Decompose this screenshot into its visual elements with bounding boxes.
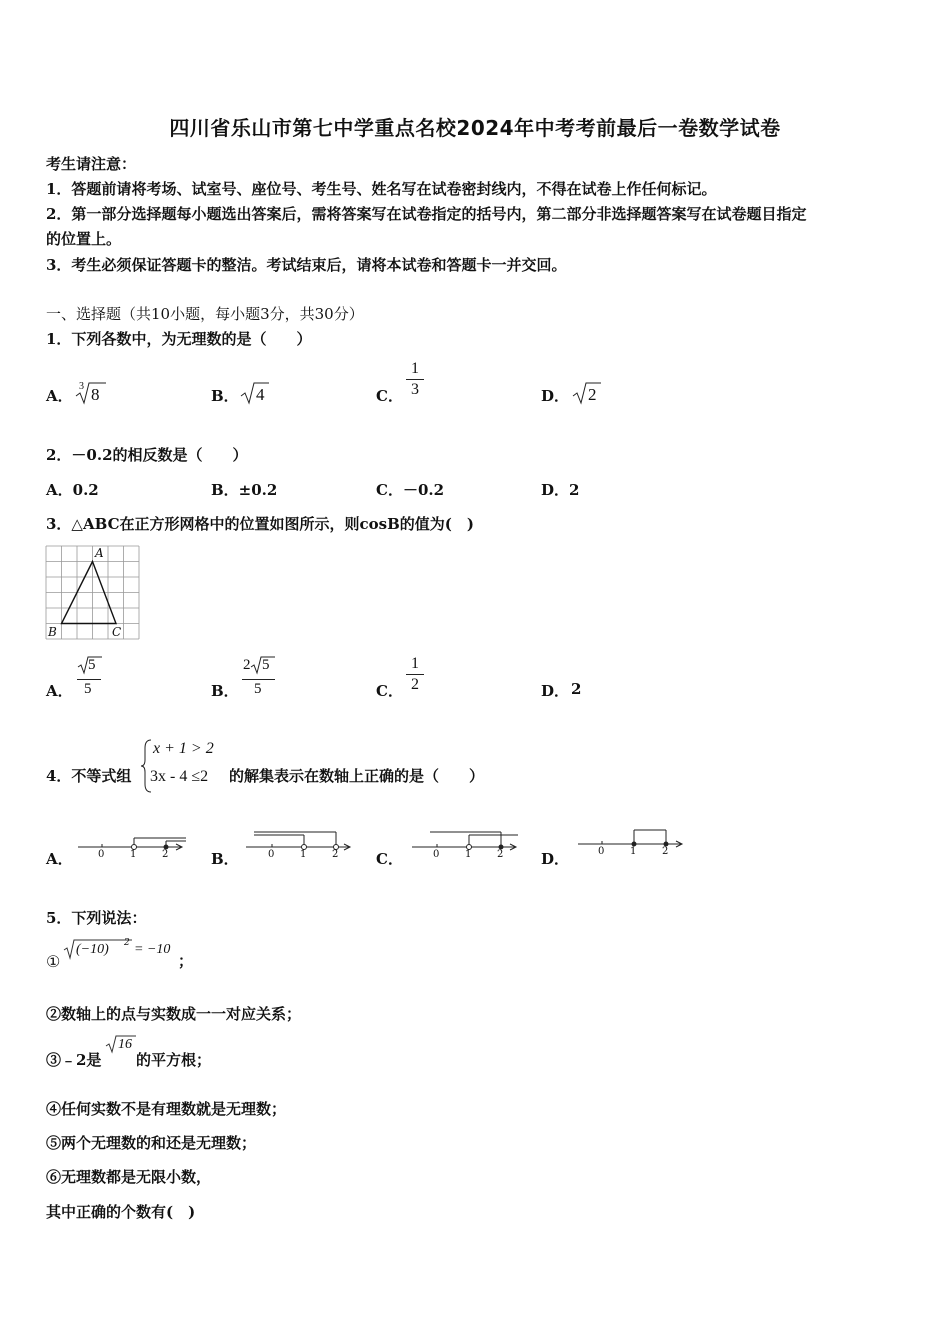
notice-item-1: 1．答题前请将考场、试室号、座位号、考生号、姓名写在试卷密封线内，不得在试卷上作任何标记。 bbox=[46, 180, 717, 198]
q5-statement-1 bbox=[46, 938, 246, 972]
q3-a-numerator: 5 bbox=[88, 657, 96, 673]
q3-c-denominator: 2 bbox=[411, 676, 419, 693]
notice-item-2-cont: 的位置上。 bbox=[46, 230, 122, 248]
q1-b-radicand: 4 bbox=[256, 385, 265, 404]
q3-grid-figure bbox=[46, 546, 140, 640]
q5-s3-prefix: ③﹣2是 bbox=[46, 1051, 102, 1069]
q1-option-b-math bbox=[241, 381, 271, 407]
q3-option-d-value: 2 bbox=[571, 680, 582, 698]
tick-label-0: 0 bbox=[98, 849, 105, 860]
q2-stem: 2．－0.2的相反数是（ ） bbox=[46, 446, 248, 464]
q3-option-c-fraction bbox=[406, 655, 424, 694]
q5-stem: 5．下列说法： bbox=[46, 909, 147, 927]
tick-label-1: 1 bbox=[630, 846, 637, 857]
q5-s1-radicand: (−10) bbox=[76, 942, 109, 957]
q1-option-a-math bbox=[76, 381, 106, 407]
notice-item-3: 3．考生必须保证答题卡的整洁。考试结束后，请将本试卷和答题卡一并交回。 bbox=[46, 256, 567, 274]
tick-label-2: 2 bbox=[662, 846, 669, 857]
q4-option-a-numberline bbox=[76, 830, 188, 862]
tick-label-2: 2 bbox=[332, 849, 339, 860]
q1-c-numerator: 1 bbox=[411, 360, 419, 377]
q3-option-b-fraction bbox=[241, 655, 277, 701]
tick-label-1: 1 bbox=[130, 849, 137, 860]
tick-label-1: 1 bbox=[300, 849, 307, 860]
q1-option-d-math bbox=[573, 381, 603, 407]
tick-label-0: 0 bbox=[598, 846, 605, 857]
q4-option-b-letter: B． bbox=[211, 850, 239, 868]
q5-s1-rhs: = −10 bbox=[134, 942, 171, 957]
q4-option-d-numberline bbox=[576, 826, 688, 860]
q5-statement-2: ②数轴上的点与实数成一一对应关系； bbox=[46, 1005, 302, 1023]
q4-prefix: 4．不等式组 bbox=[46, 767, 132, 785]
notice-item-2: 2．第一部分选择题每小题选出答案后，需将答案写在试卷指定的括号内，第二部分非选择题答案写在试卷题目指定 bbox=[46, 205, 807, 223]
q1-option-c-fraction bbox=[406, 360, 424, 399]
grid-triangle-diagram bbox=[46, 546, 140, 640]
q4-inequality-1: x + 1 > 2 bbox=[153, 740, 214, 757]
q5-statement-6: ⑥无理数都是无限小数， bbox=[46, 1168, 212, 1186]
q1-option-a-letter: A． bbox=[46, 387, 73, 405]
vertex-c-label: C bbox=[112, 625, 122, 639]
vertex-a-label: A bbox=[95, 546, 104, 560]
q3-b-numerator: 5 bbox=[262, 657, 270, 673]
section-heading: 一、选择题（共10小题，每小题3分，共30分） bbox=[46, 305, 364, 323]
q3-option-d-letter: D． bbox=[541, 682, 570, 700]
q5-statement-5: ⑤两个无理数的和还是无理数； bbox=[46, 1134, 257, 1152]
q1-option-c-letter: C． bbox=[376, 387, 403, 405]
q1-option-d-letter: D． bbox=[541, 387, 570, 405]
q4-suffix: 的解集表示在数轴上正确的是（ ） bbox=[229, 767, 485, 785]
q5-closing-question: 其中正确的个数有( ) bbox=[46, 1203, 196, 1221]
q5-statement-4: ④任何实数不是有理数就是无理数； bbox=[46, 1100, 287, 1118]
q3-option-a-letter: A． bbox=[46, 682, 73, 700]
q3-option-a-fraction bbox=[76, 655, 104, 701]
q3-c-numerator: 1 bbox=[411, 655, 419, 672]
q2-option-a: A．0.2 bbox=[46, 481, 99, 499]
q1-d-radicand: 2 bbox=[588, 385, 597, 404]
q1-a-radicand: 8 bbox=[91, 385, 100, 404]
notice-heading: 考生请注意： bbox=[46, 155, 137, 173]
circled-number-1: ① bbox=[46, 952, 61, 971]
q1-a-index: 3 bbox=[79, 381, 84, 392]
fraction-bar bbox=[77, 679, 101, 680]
q4-option-a-letter: A． bbox=[46, 850, 73, 868]
q4-option-b-numberline bbox=[244, 828, 356, 862]
page-title: 四川省乐山市第七中学重点名校2024年中考考前最后一卷数学试卷 bbox=[169, 116, 781, 140]
q2-option-b: B．±0.2 bbox=[211, 481, 278, 499]
q4-inequality-2: 3x - 4 ≤2 bbox=[150, 768, 209, 785]
q4-option-c-letter: C． bbox=[376, 850, 403, 868]
q5-s3-radicand: 16 bbox=[118, 1037, 132, 1052]
tick-label-2: 2 bbox=[162, 849, 169, 860]
q5-s1-exponent: 2 bbox=[124, 938, 130, 948]
q4-option-d-letter: D． bbox=[541, 850, 570, 868]
q4-inequality-system bbox=[141, 738, 231, 794]
tick-label-1: 1 bbox=[465, 849, 472, 860]
vertex-b-label: B bbox=[48, 625, 57, 639]
fraction-bar bbox=[242, 679, 275, 680]
q1-stem: 1．下列各数中，为无理数的是（ ） bbox=[46, 330, 312, 348]
q5-statement-3 bbox=[46, 1034, 266, 1068]
q3-stem: 3．△ABC在正方形网格中的位置如图所示，则cosB的值为( ) bbox=[46, 515, 474, 533]
tick-label-2: 2 bbox=[497, 849, 504, 860]
q2-option-d: D．2 bbox=[541, 481, 580, 499]
q3-option-b-letter: B． bbox=[211, 682, 239, 700]
q1-option-b-letter: B． bbox=[211, 387, 239, 405]
q3-a-denominator: 5 bbox=[84, 681, 92, 697]
q3-b-coefficient: 2 bbox=[243, 657, 251, 673]
q5-s1-end: ； bbox=[178, 952, 194, 970]
tick-label-0: 0 bbox=[433, 849, 440, 860]
q5-s3-suffix: 的平方根； bbox=[136, 1051, 212, 1069]
q2-option-c: C．－0.2 bbox=[376, 481, 445, 499]
tick-label-0: 0 bbox=[268, 849, 275, 860]
q4-option-c-numberline bbox=[410, 828, 522, 862]
q3-option-c-letter: C． bbox=[376, 682, 403, 700]
q3-b-denominator: 5 bbox=[254, 681, 262, 697]
q1-c-denominator: 3 bbox=[411, 381, 419, 398]
